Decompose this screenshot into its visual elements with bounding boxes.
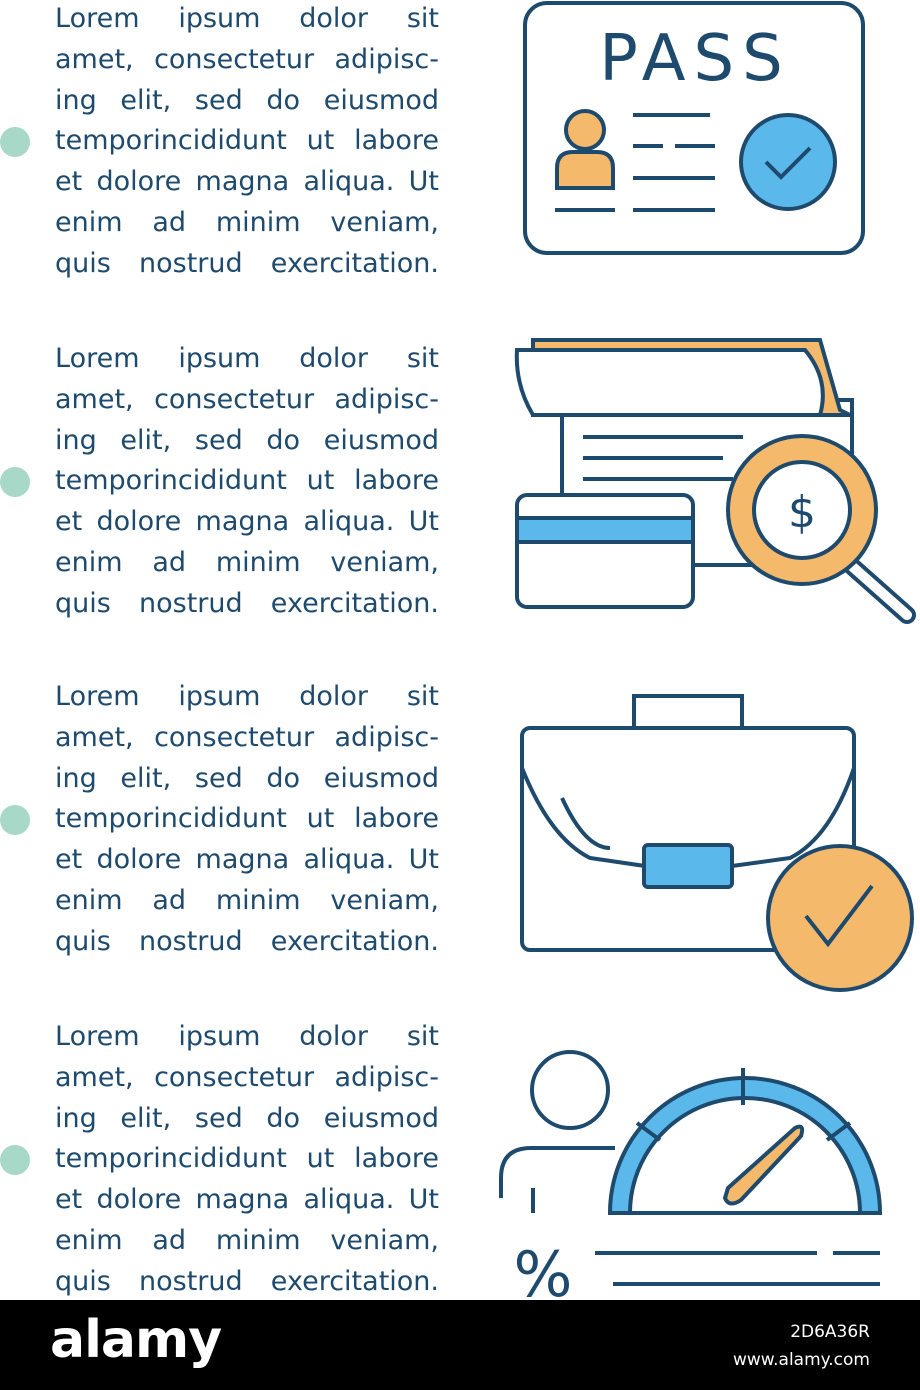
percent-sign: %: [513, 1238, 573, 1300]
briefcase-approved-icon: [510, 688, 920, 998]
text-line: Lorem ipsum dolor sit: [55, 1021, 439, 1052]
text-line: amet, consectetur adipisc-: [55, 383, 439, 415]
section-3-text: [55, 677, 439, 963]
id-pass-icon: [515, 0, 875, 265]
dollar-sign: $: [788, 487, 816, 538]
text-line: temporincididunt ut labore: [55, 125, 439, 157]
text-line: enim ad minim veniam,: [55, 884, 439, 916]
section-2-text: [55, 339, 439, 625]
text-line: et dolore magna aliqua. Ut: [55, 1184, 439, 1216]
bullet-dot: [0, 467, 30, 497]
text-line: enim ad minim veniam,: [55, 206, 439, 238]
text-line: quis nostrud exercitation.: [55, 925, 439, 957]
check-badge-icon: [741, 115, 835, 209]
financial-audit-icon: [505, 330, 920, 630]
text-line: quis nostrud exercitation.: [55, 247, 439, 279]
person-head-icon: [532, 1052, 608, 1128]
text-line: amet, consectetur adipisc-: [55, 43, 439, 75]
text-line: et dolore magna aliqua. Ut: [55, 166, 439, 198]
text-line: ing elit, sed do eiusmod: [55, 762, 439, 794]
credit-card-icon: [517, 495, 693, 607]
text-line: et dolore magna aliqua. Ut: [55, 506, 439, 538]
text-line: Lorem ipsum dolor sit: [55, 681, 439, 712]
text-line: enim ad minim veniam,: [55, 546, 439, 578]
bullet-dot: [0, 1145, 30, 1175]
text-line: temporincididunt ut labore: [55, 803, 439, 835]
person-head-icon: [566, 111, 604, 149]
section-4-text: [55, 1017, 439, 1303]
site-url: www.alamy.com: [732, 1350, 870, 1370]
stock-footer-bar: [0, 1300, 920, 1390]
bullet-dot: [0, 805, 30, 835]
text-line: amet, consectetur adipisc-: [55, 721, 439, 753]
image-code: 2D6A36R: [790, 1322, 870, 1342]
text-line: ing elit, sed do eiusmod: [55, 1102, 439, 1134]
briefcase-lock: [644, 845, 732, 887]
text-line: quis nostrud exercitation.: [55, 1265, 439, 1297]
person-body-icon: [557, 152, 613, 188]
text-line: Lorem ipsum dolor sit: [55, 343, 439, 374]
text-line: ing elit, sed do eiusmod: [55, 424, 439, 456]
check-badge-icon: [768, 846, 912, 990]
text-line: enim ad minim veniam,: [55, 1224, 439, 1256]
text-line: et dolore magna aliqua. Ut: [55, 844, 439, 876]
person-body-icon: [501, 1148, 615, 1198]
text-line: Lorem ipsum dolor sit: [55, 3, 439, 34]
text-line: amet, consectetur adipisc-: [55, 1061, 439, 1093]
credit-score-gauge-icon: [495, 1048, 895, 1300]
text-line: quis nostrud exercitation.: [55, 587, 439, 619]
briefcase-handle: [634, 696, 742, 728]
bullet-dot: [0, 127, 30, 157]
text-line: temporincididunt ut labore: [55, 465, 439, 497]
text-line: temporincididunt ut labore: [55, 1143, 439, 1175]
alamy-logo: alamy: [50, 1310, 222, 1370]
text-line: ing elit, sed do eiusmod: [55, 84, 439, 116]
section-1-text: [55, 0, 439, 285]
pass-label: PASS: [599, 22, 791, 96]
